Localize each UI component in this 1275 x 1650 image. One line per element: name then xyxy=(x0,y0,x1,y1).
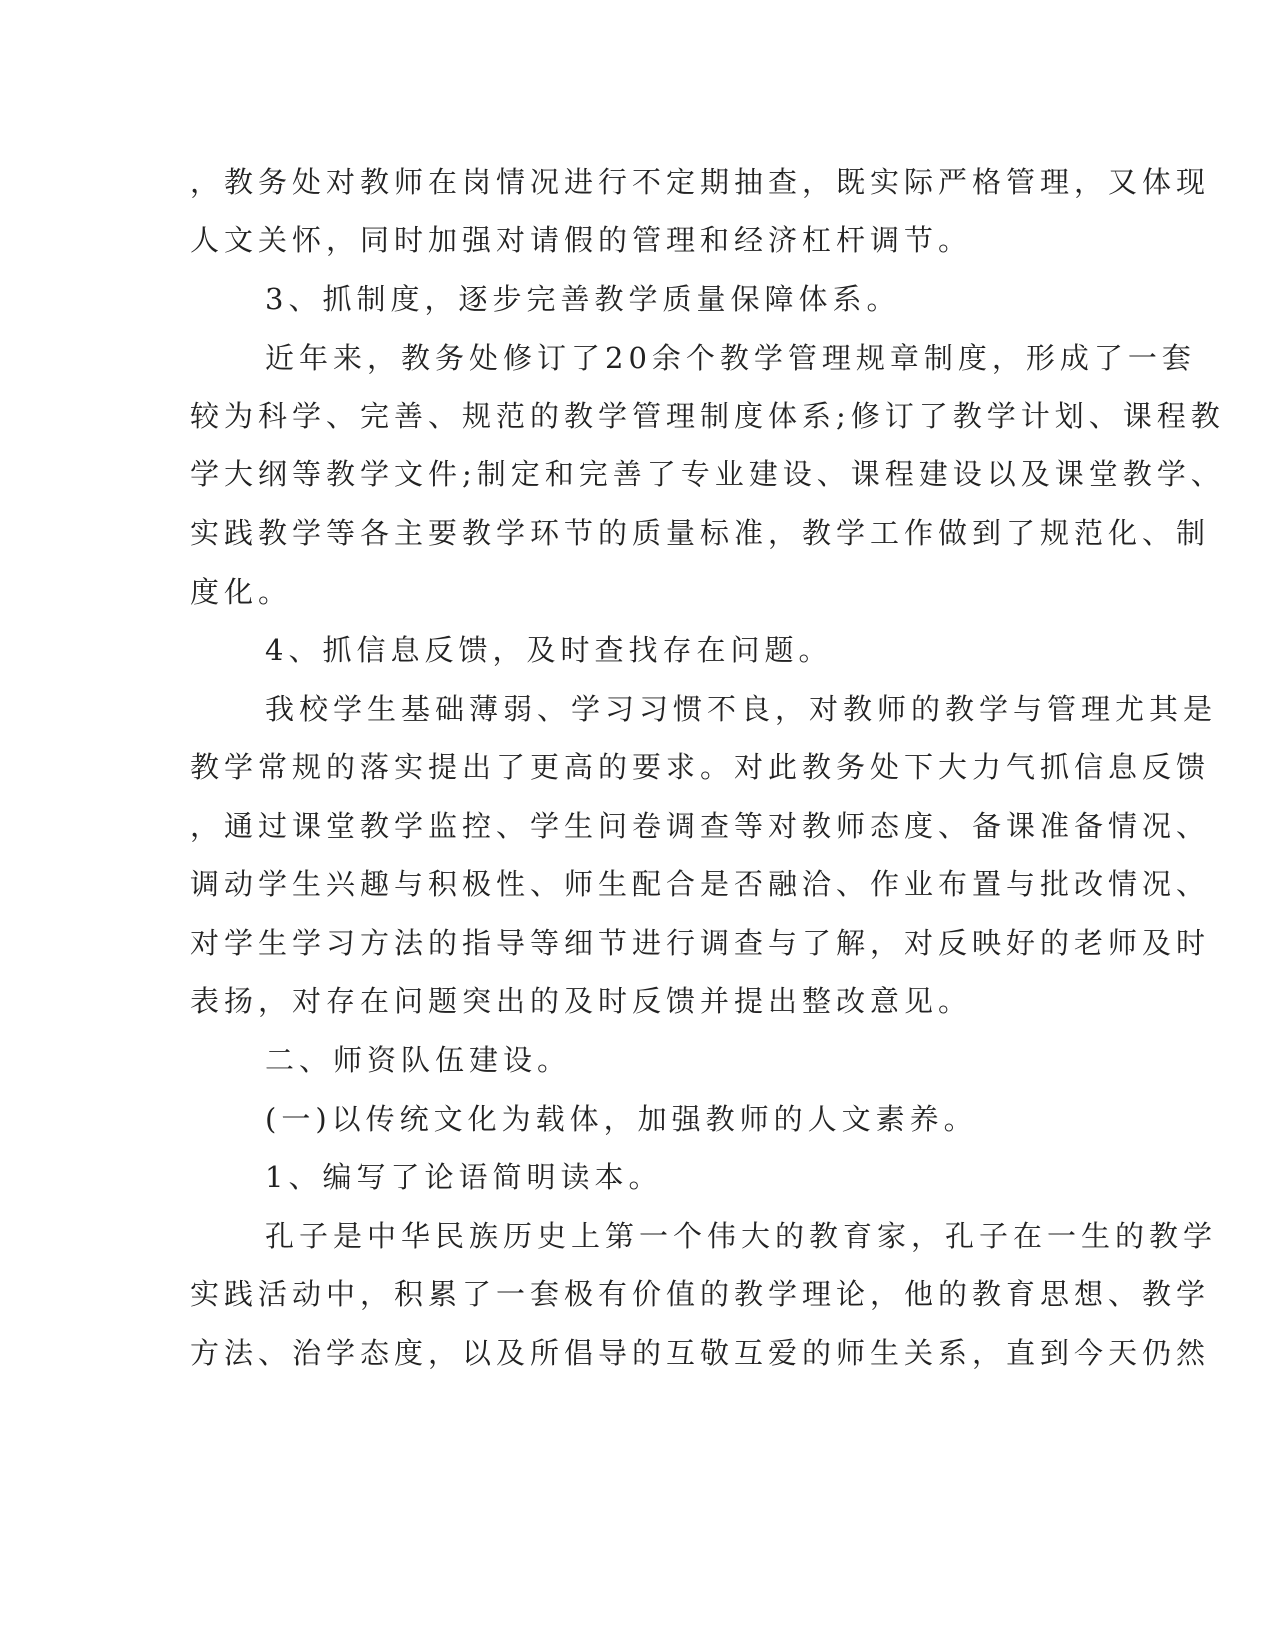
text-line: 人文关怀，同时加强对请假的管理和经济杠杆调节。 xyxy=(190,223,973,257)
text-line: 近年来，教务处修订了20余个教学管理规章制度，形成了一套 xyxy=(265,341,1196,375)
text-line: 调动学生兴趣与积极性、师生配合是否融洽、作业布置与批改情况、 xyxy=(190,867,1211,901)
text-line: 实践活动中，积累了一套极有价值的教学理论，他的教育思想、教学 xyxy=(190,1277,1211,1311)
text-line: ，教务处对教师在岗情况进行不定期抽查，既实际严格管理，又体现 xyxy=(190,165,1211,199)
text-line: 较为科学、完善、规范的教学管理制度体系;修订了教学计划、课程教 xyxy=(190,399,1225,433)
section-heading: 3、抓制度，逐步完善教学质量保障体系。 xyxy=(265,282,901,316)
text-line: 我校学生基础薄弱、学习习惯不良，对教师的教学与管理尤其是 xyxy=(265,692,1218,726)
text-line: 实践教学等各主要教学环节的质量标准，教学工作做到了规范化、制 xyxy=(190,516,1211,550)
text-line: 方法、治学态度，以及所倡导的互敬互爱的师生关系，直到今天仍然 xyxy=(190,1336,1211,1370)
section-heading: 二、师资队伍建设。 xyxy=(265,1043,572,1077)
text-line: 孔子是中华民族历史上第一个伟大的教育家，孔子在一生的教学 xyxy=(265,1219,1218,1253)
text-line: 度化。 xyxy=(190,575,293,609)
text-line: ，通过课堂教学监控、学生问卷调查等对教师态度、备课准备情况、 xyxy=(190,809,1211,843)
text-line: 表扬，对存在问题突出的及时反馈并提出整改意见。 xyxy=(190,984,973,1018)
section-heading: 4、抓信息反馈，及时查找存在问题。 xyxy=(265,633,833,667)
section-heading: 1、编写了论语简明读本。 xyxy=(265,1160,663,1194)
text-line: 学大纲等教学文件;制定和完善了专业建设、课程建设以及课堂教学、 xyxy=(190,457,1225,491)
section-heading: (一)以传统文化为载体，加强教师的人文素养。 xyxy=(265,1102,978,1136)
text-line: 教学常规的落实提出了更高的要求。对此教务处下大力气抓信息反馈 xyxy=(190,750,1211,784)
text-line: 对学生学习方法的指导等细节进行调查与了解，对反映好的老师及时 xyxy=(190,926,1211,960)
